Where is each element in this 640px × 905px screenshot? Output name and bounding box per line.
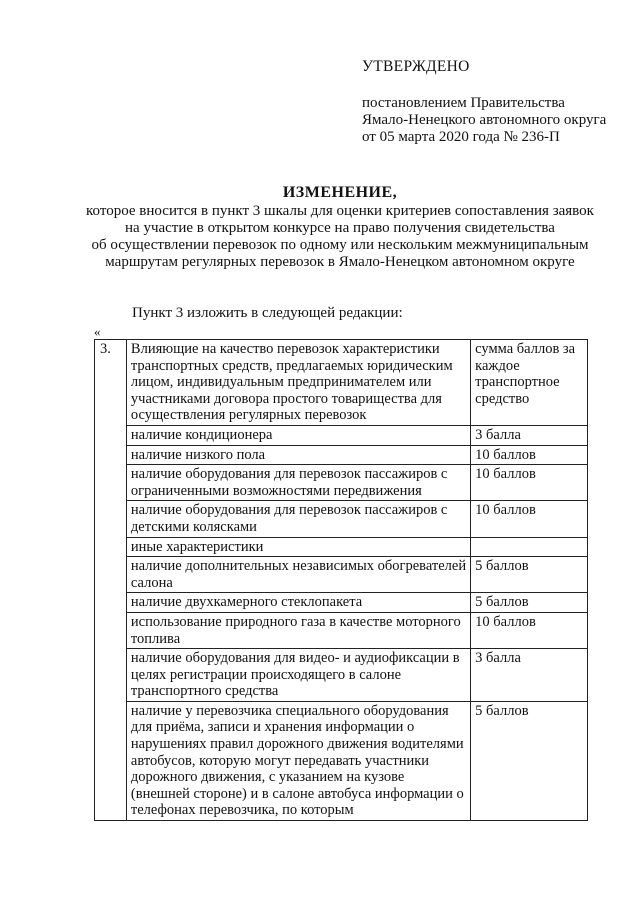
heading-line: которое вносится в пункт 3 шкалы для оценки критериев сопоставления заявок [86, 203, 594, 219]
criterion-points: 5 баллов [471, 557, 588, 593]
document-heading [60, 184, 620, 271]
criterion-desc: наличие дополнительных независимых обогревателей салона [126, 557, 470, 593]
instruction-text: Пункт 3 изложить в следующей редакции: [132, 305, 403, 321]
criterion-desc: наличие оборудования для перевозок пассажиров с детскими колясками [126, 501, 470, 537]
criterion-points: 10 баллов [471, 501, 588, 537]
heading-line: на участие в открытом конкурсе на право получения свидетельства [125, 220, 555, 236]
criterion-points: 3 балла [471, 425, 588, 445]
table-row [95, 557, 588, 593]
document-title: ИЗМЕНЕНИЕ, [282, 184, 398, 201]
table-row [95, 501, 588, 537]
approval-line: постановлением Правительства [362, 95, 565, 111]
approval-stamp: УТВЕРЖДЕНО [362, 58, 470, 75]
table-row [95, 340, 588, 426]
criterion-desc: Влияющие на качество перевозок характеристики транспортных средств, предлагаемых юридическим лицом, индивидуальным предпринимателем или участниками договора простого товарищества для осуществления регулярных перевозок [126, 340, 470, 426]
criterion-desc: наличие двухкамерного стеклопакета [126, 593, 470, 613]
criterion-desc: наличие кондиционера [126, 425, 470, 445]
opening-quote: « [94, 324, 101, 339]
table-row [95, 537, 588, 557]
criterion-points: 10 баллов [471, 445, 588, 465]
criterion-desc: наличие у перевозчика специального оборудования для приёма, записи и хранения информации о нарушениях правил дорожного движения водителями автобусов, которую могут передавать участники дорожного движения, с указанием на кузове (внешней стороне) и в салоне автобуса информации о телефонах перевозчика, по которым [126, 701, 470, 820]
approval-block [362, 58, 606, 146]
criterion-points: 10 баллов [471, 465, 588, 501]
criterion-points: 5 баллов [471, 701, 588, 820]
approval-line: от 05 марта 2020 года № 236-П [362, 129, 560, 145]
table-row [95, 612, 588, 648]
criterion-points: 5 баллов [471, 593, 588, 613]
page-bottom-margin [0, 831, 640, 905]
table-row [95, 649, 588, 702]
table-row [95, 445, 588, 465]
criterion-desc: использование природного газа в качестве моторного топлива [126, 612, 470, 648]
criterion-desc: наличие оборудования для видео- и аудиофиксации в целях регистрации происходящего в салоне транспортного средства [126, 649, 470, 702]
table-row [95, 593, 588, 613]
criterion-points [471, 537, 588, 557]
criterion-desc: наличие оборудования для перевозок пассажиров с ограниченными возможностями передвижения [126, 465, 470, 501]
table-row [95, 425, 588, 445]
criterion-points: 10 баллов [471, 612, 588, 648]
heading-line: маршрутам регулярных перевозок в Ямало-Ненецком автономном округе [105, 254, 575, 270]
criterion-points: сумма баллов за каждое транспортное средство [471, 340, 588, 426]
approval-line: Ямало-Ненецкого автономного округа [362, 112, 607, 128]
table-row [95, 465, 588, 501]
criteria-table [94, 339, 588, 821]
criterion-points: 3 балла [471, 649, 588, 702]
table-row [95, 701, 588, 820]
item-number: 3. [95, 340, 127, 821]
criterion-desc: иные характеристики [126, 537, 470, 557]
criterion-desc: наличие низкого пола [126, 445, 470, 465]
heading-line: об осуществлении перевозок по одному или нескольким межмуниципальным [91, 237, 589, 253]
